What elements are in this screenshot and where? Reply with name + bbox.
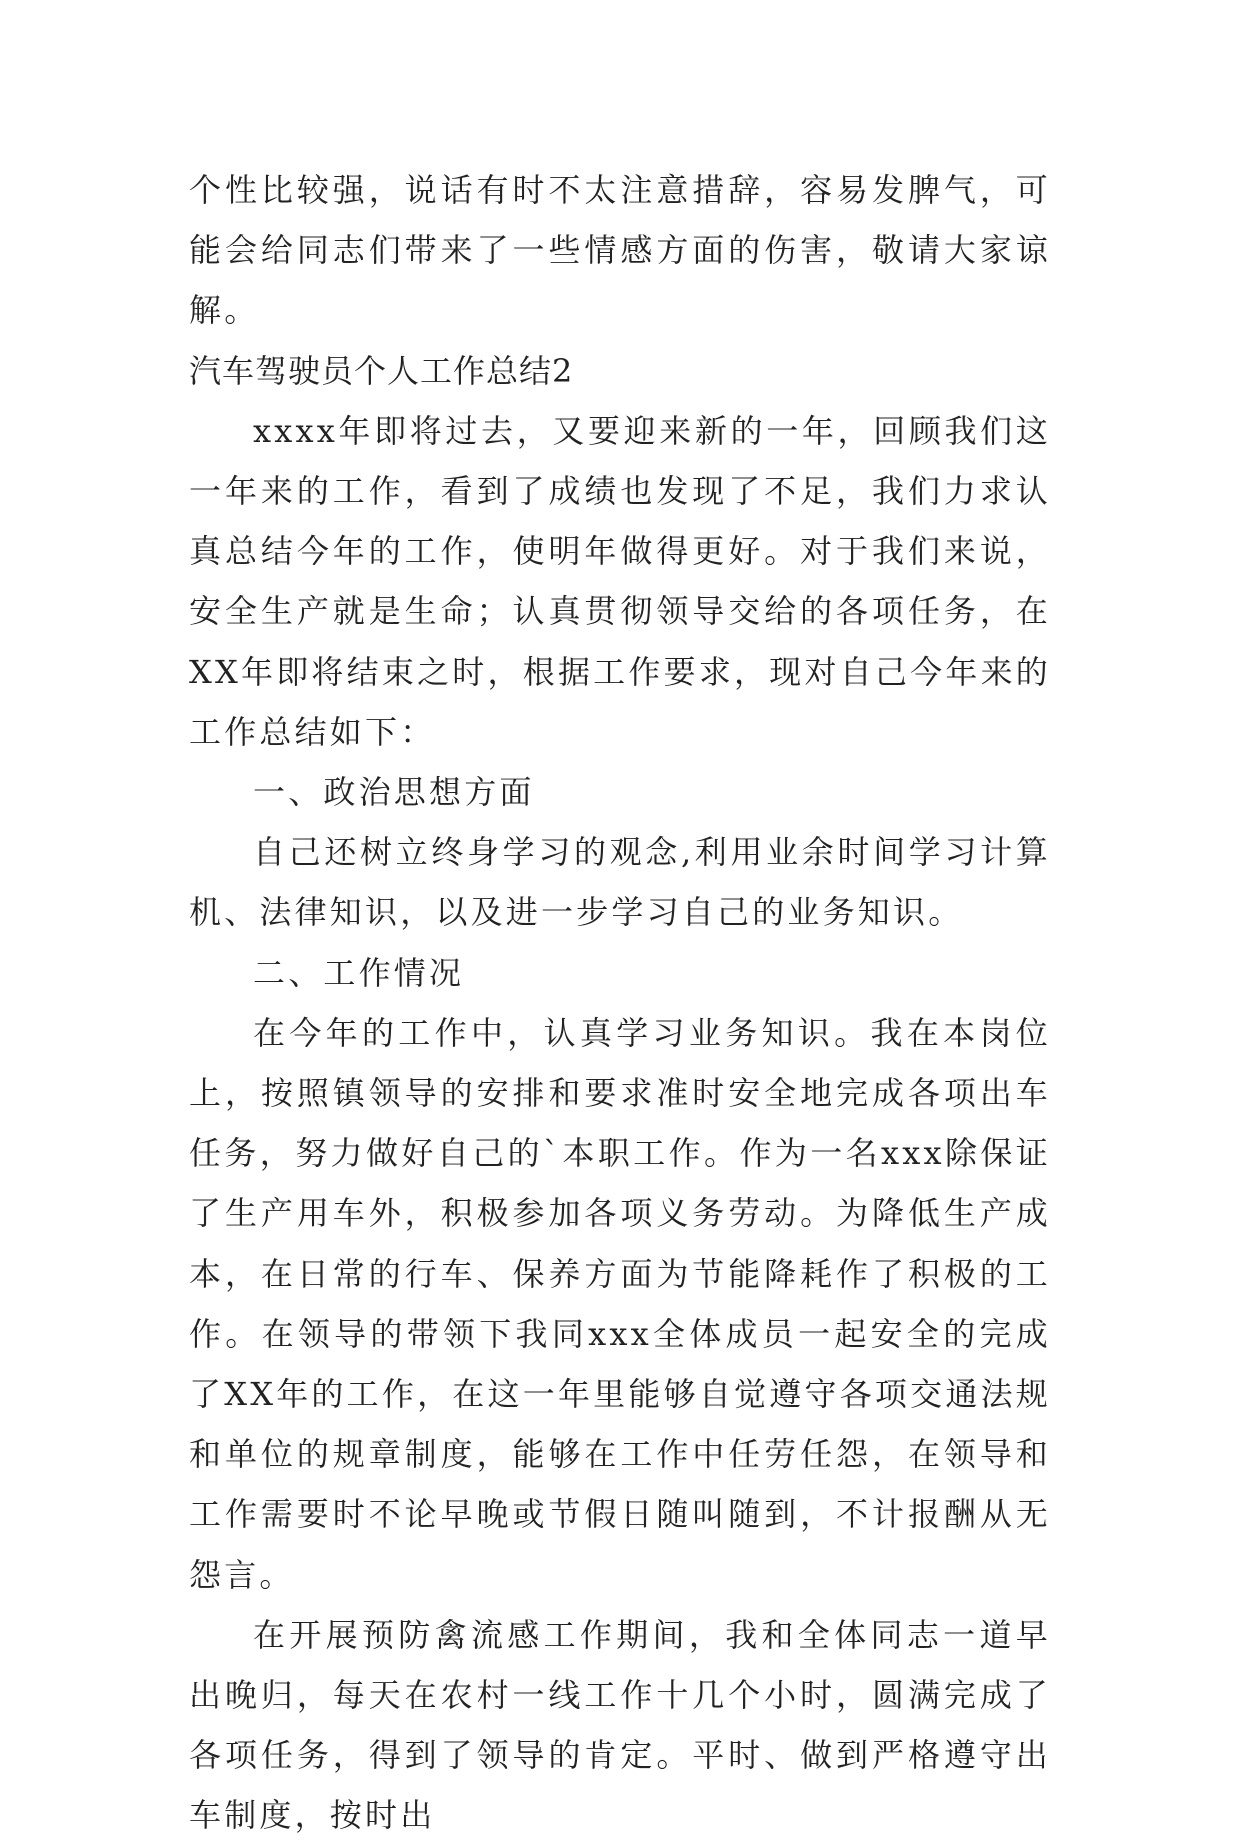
document-body [189, 160, 1051, 1846]
section-heading-political: 一、政治思想方面 [253, 773, 535, 812]
paragraph-1: 个性比较强，说话有时不太注意措辞，容易发脾气，可能会给同志们带来了一些情感方面的伤害，敬请大家谅解。 [189, 171, 1051, 330]
paragraph-learning: 自己还树立终身学习的观念,利用业余时间学习计算机、法律知识，以及进一步学习自己的业务知识。 [189, 833, 1051, 932]
paragraph-work: 在今年的工作中，认真学习业务知识。我在本岗位上，按照镇领导的安排和要求准时安全地完成各项出车任务，努力做好自己的`本职工作。作为一名xxx除保证了生产用车外，积极参加各项义务劳动。为降低生产成本，在日常的行车、保养方面为节能降耗作了积极的工作。在领导的带领下我同xxx全体成员一起安全的完成了XX年的工作，在这一年里能够自觉遵守各项交通法规和单位的规章制度，能够在工作中任劳任怨，在领导和工作需要时不论早晚或节假日随叫随到，不计报酬从无怨言。 [189, 1013, 1051, 1594]
section-title: 汽车驾驶员个人工作总结2 [189, 351, 574, 390]
paragraph-intro: xxxx年即将过去，又要迎来新的一年，回顾我们这一年来的工作，看到了成绩也发现了不足，我们力求认真总结今年的工作，使明年做得更好。对于我们来说，安全生产就是生命；认真贯彻领导交给的各项任务，在XX年即将结束之时，根据工作要求，现对自己今年来的工作总结如下： [189, 411, 1051, 751]
section-heading-work: 二、工作情况 [253, 953, 465, 992]
paragraph-flu-prevention: 在开展预防禽流感工作期间，我和全体同志一道早出晚归，每天在农村一线工作十几个小时，圆满完成了各项任务，得到了领导的肯定。平时、做到严格遵守出车制度，按时出 [189, 1615, 1051, 1835]
